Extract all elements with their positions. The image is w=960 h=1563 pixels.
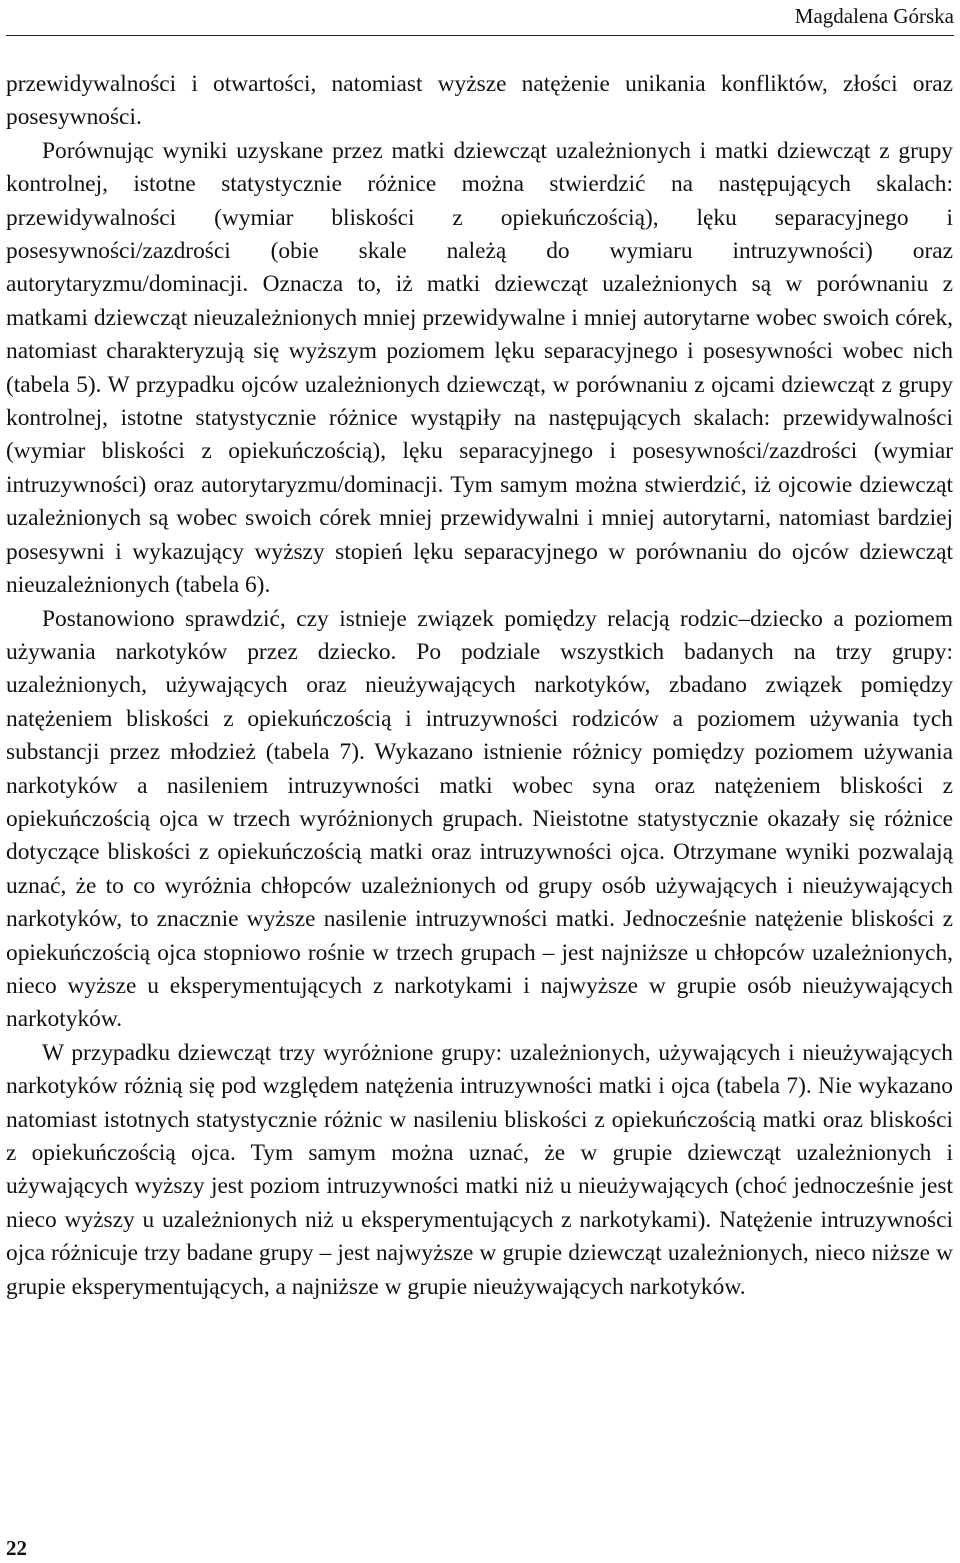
paragraph: Porównując wyniki uzyskane przez matki dziewcząt uzależnionych i matki dziewcząt z grupy kontrolnej, istotne statystycznie różnice można stwierdzić na następujących skalach: przewidywalności (wymiar bliskości z opiekuńczością), lęku separacyjnego i posesywności/zazdrości (obie skale należą do wymiaru intruzywności) oraz autorytaryzmu/dominacji. Oznacza to, iż matki dziewcząt uzależnionych są w porównaniu z matkami dziewcząt nieuzależnionych mniej przewidywalne i mniej autorytarne wobec swoich córek, natomiast charakteryzują się wyższym poziomem lęku separacyjnego i posesywności wobec nich (tabela 5). W przypadku ojców uzależnionych dziewcząt, w porównaniu z ojcami dziewcząt z grupy kontrolnej, istotne statystycznie różnice wystąpiły na następujących skalach: przewidywalności (wymiar bliskości z opiekuńczością), lęku separacyjnego i posesywności/zazdrości (wymiar intruzywności) oraz autorytaryzmu/dominacji. Tym samym można stwierdzić, iż ojcowie dziewcząt uzależnionych są wobec swoich córek mniej przewidywalni i mniej autorytarni, natomiast bardziej posesywni i wykazujący wyższy stopień lęku separacyjnego w porównaniu do ojców dziewcząt nieuzależnionych (tabela 6).	[6, 137, 953, 599]
paragraph-continued: przewidywalności i otwartości, natomiast wyższe natężenie unikania konfliktów, złości oraz posesywności.	[6, 71, 953, 131]
paragraph: W przypadku dziewcząt trzy wyróżnione grupy: uzależnionych, używających i nieużywających narkotyków różnią się pod względem natężenia intruzywności matki i ojca (tabela 7). Nie wykazano natomiast istotnych statystycznie różnic w nasileniu bliskości z opiekuńczością matki oraz bliskości z opiekuńczością ojca. Tym samym można uznać, że w grupie dziewcząt uzależnionych i używających wyższy jest poziom intruzywności matki niż u nieużywających (choć jednocześnie jest nieco wyższy u uzależnionych niż u eksperymentujących z narkotykami). Natężenie intruzywności ojca różnicuje trzy badane grupy – jest najwyższe w grupie dziewcząt uzależnionych, nieco niższe w grupie eksperymentujących, a najniższe w grupie nieużywających narkotyków.	[6, 1039, 953, 1300]
header-rule	[6, 35, 954, 36]
paragraph: Postanowiono sprawdzić, czy istnieje związek pomiędzy relacją rodzic–dziecko a poziomem używania narkotyków przez dziecko. Po podziale wszystkich badanych na trzy grupy: uzależnionych, używających oraz nieużywających narkotyków, zbadano związek pomiędzy natężeniem bliskości z opiekuńczością i intruzywności rodziców a poziomem używania tych substancji przez młodzież (tabela 7). Wykazano istnienie różnicy pomiędzy poziomem używania narkotyków a nasileniem intruzywności matki wobec syna oraz natężeniem bliskości z opiekuńczością ojca w trzech wyróżnionych grupach. Nieistotne statystycznie okazały się różnice dotyczące bliskości z opiekuńczością matki oraz intruzywności ojca. Otrzymane wyniki pozwalają uznać, że to co wyróżnia chłopców uzależnionych od grupy osób używających i nieużywających narkotyków, to znacznie wyższe nasilenie intruzywności matki. Jednocześnie natężenie bliskości z opiekuńczością ojca stopniowo rośnie w trzech grupach – jest najniższe u chłopców uzależnionych, nieco wyższe u eksperymentujących z narkotykami i najwyższe w grupie osób nieużywających narkotyków.	[6, 605, 953, 1033]
running-head-author: Magdalena Górska	[794, 4, 954, 28]
page-number: 22	[6, 1536, 27, 1560]
body-text	[6, 68, 953, 1304]
